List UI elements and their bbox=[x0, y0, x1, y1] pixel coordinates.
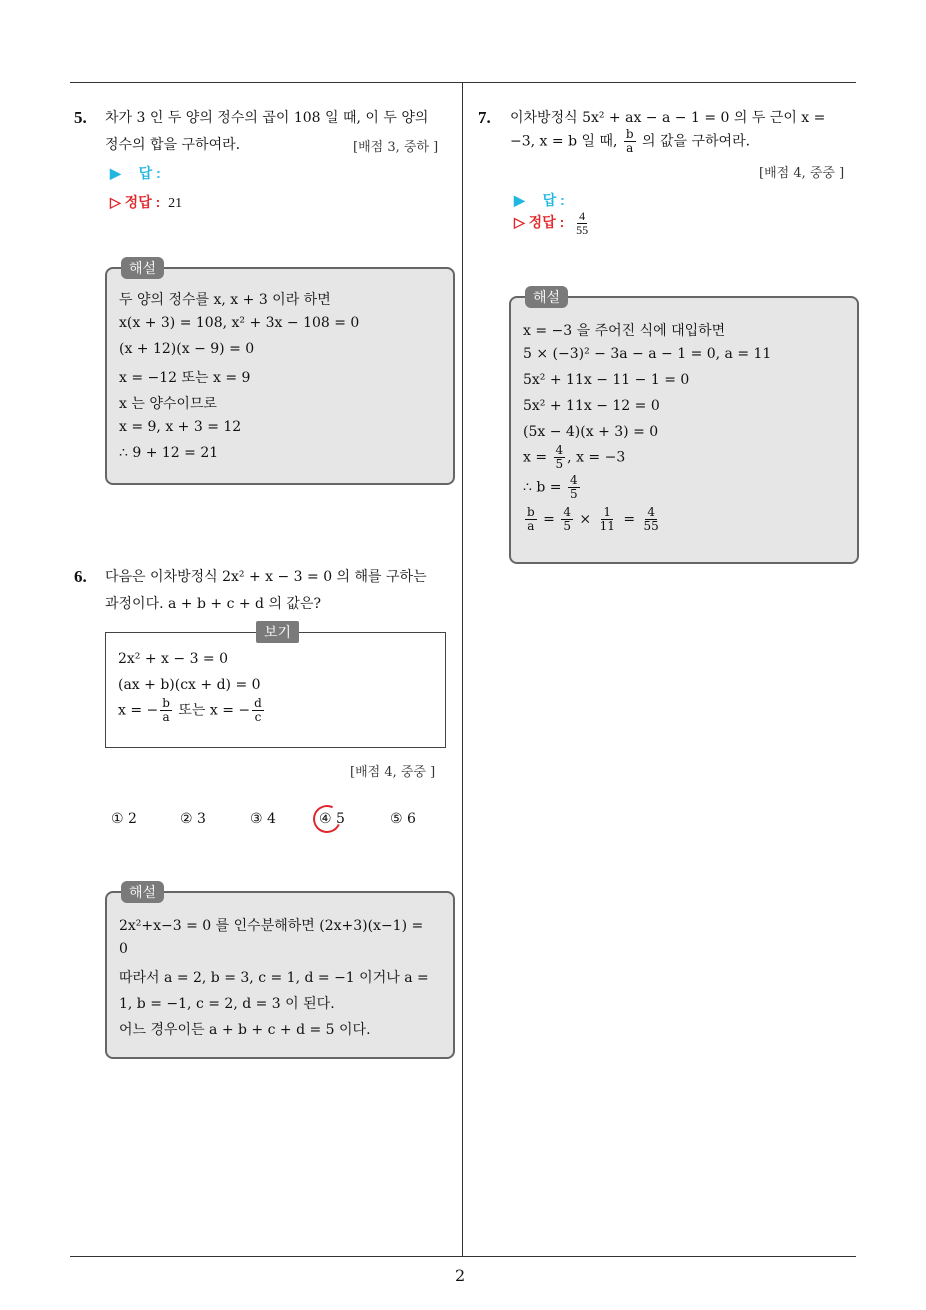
q5-correct-label: 정답 : bbox=[124, 194, 161, 210]
q7-explain-line: x = −3 을 주어진 식에 대입하면 bbox=[523, 323, 726, 339]
top-rule bbox=[70, 82, 856, 83]
q5-explain-line: x = 9, x + 3 = 12 bbox=[119, 419, 242, 435]
q5-explain-line: 두 양의 정수를 x, x + 3 이라 하면 bbox=[119, 292, 331, 308]
q6-frac-num: d bbox=[254, 696, 262, 710]
q7-frac-num: 4 bbox=[563, 505, 571, 519]
q7-correct-den: 55 bbox=[576, 223, 589, 237]
q7-explain-line: 5x² + 11x − 12 = 0 bbox=[523, 398, 660, 414]
q7-sol-x2: , x = −3 bbox=[567, 449, 626, 466]
column-divider bbox=[462, 82, 463, 1257]
q7-explain-line: 5x² + 11x − 11 − 1 = 0 bbox=[523, 372, 690, 388]
q7-explanation-box bbox=[509, 290, 859, 564]
q7-therefore-label: ∴ b = bbox=[523, 479, 562, 496]
q6-frac-den: a bbox=[162, 710, 170, 724]
q6-bogi-or: 또는 x = − bbox=[173, 702, 251, 719]
q7-final-times: × bbox=[579, 511, 592, 528]
q7-answer-label: 답 : bbox=[542, 192, 565, 208]
q7-line2-end: 의 값을 구하여라. bbox=[642, 133, 751, 150]
q5-explain-line: x 는 양수이므로 bbox=[119, 396, 217, 412]
q6-explanation-box bbox=[105, 885, 455, 1059]
q7-frac-den: 5 bbox=[563, 519, 571, 533]
q5-correct-value: 21 bbox=[168, 196, 183, 211]
q6-bogi-tag: 보기 bbox=[256, 621, 299, 643]
q5-explain-line: (x + 12)(x − 9) = 0 bbox=[119, 341, 255, 357]
selected-answer-circle-icon bbox=[309, 801, 345, 837]
q5-correct-row bbox=[110, 192, 182, 212]
q6-explain-line: 어느 경우이든 a + b + c + d = 5 이다. bbox=[119, 1022, 371, 1038]
q7-final-frac-1 bbox=[561, 506, 573, 533]
q6-explain-line: 2x²+x−3 = 0 를 인수분해하면 (2x+3)(x−1) = bbox=[119, 918, 424, 934]
q7-sol-frac bbox=[554, 444, 566, 471]
q6-bogi-box bbox=[105, 625, 446, 748]
q6-explain-line: 따라서 a = 2, b = 3, c = 1, d = −1 이거나 a = bbox=[119, 970, 429, 986]
q7-correct-num: 4 bbox=[579, 209, 586, 223]
q7-final-frac-2 bbox=[598, 506, 617, 533]
page-number: 2 bbox=[455, 1266, 466, 1285]
q7-explain-solution bbox=[523, 444, 625, 471]
q5-answer-label: 답 : bbox=[138, 165, 161, 181]
q6-text-line1: 다음은 이차방정식 2x² + x − 3 = 0 의 해를 구하는 bbox=[105, 569, 427, 585]
q7-explain-therefore bbox=[523, 474, 582, 501]
play-outline-icon: ▷ bbox=[110, 194, 121, 210]
q5-explanation-tag: 해설 bbox=[121, 257, 164, 279]
q7-answer-row[interactable] bbox=[514, 190, 565, 210]
q6-frac-den: c bbox=[254, 710, 262, 724]
play-icon: ▶ bbox=[110, 165, 121, 181]
q7-final-eq2: = bbox=[623, 511, 636, 528]
q7-frac-num: 1 bbox=[603, 505, 612, 519]
q7-final-frac-ba bbox=[525, 506, 537, 533]
q7-correct-row bbox=[514, 210, 592, 237]
q7-frac-num: b bbox=[527, 505, 535, 519]
play-outline-icon: ▷ bbox=[514, 214, 525, 231]
q7-frac-den: 11 bbox=[599, 519, 615, 533]
q6-choice-5[interactable]: ⑤ 6 bbox=[390, 811, 416, 827]
q5-text-line2: 정수의 합을 구하여라. bbox=[105, 137, 241, 153]
q5-score: [배점 3, 중하 ] bbox=[353, 140, 439, 155]
q6-choice-3[interactable]: ③ 4 bbox=[250, 811, 276, 827]
q7-explain-final bbox=[523, 506, 663, 533]
q5-explain-line: ∴ 9 + 12 = 21 bbox=[119, 445, 219, 461]
q6-bogi-frac-ba bbox=[160, 697, 172, 724]
q7-therefore-frac bbox=[568, 474, 580, 501]
q5-text-line1: 차가 3 인 두 양의 정수의 곱이 108 일 때, 이 두 양의 bbox=[105, 110, 429, 126]
q6-bogi-frac-dc bbox=[252, 697, 264, 724]
q6-explain-line: 1, b = −1, c = 2, d = 3 이 된다. bbox=[119, 996, 335, 1012]
q6-choice-2[interactable]: ② 3 bbox=[180, 811, 206, 827]
q7-explain-line: (5x − 4)(x + 3) = 0 bbox=[523, 424, 659, 440]
q7-frac-num: 4 bbox=[569, 473, 578, 487]
play-icon: ▶ bbox=[514, 192, 525, 208]
q6-bogi-line1: 2x² + x − 3 = 0 bbox=[118, 651, 229, 667]
q7-sol-x1: x = bbox=[523, 449, 548, 466]
q5-explain-line: x = −12 또는 x = 9 bbox=[119, 370, 251, 386]
q6-frac-num: b bbox=[162, 696, 170, 710]
q7-frac-num: 4 bbox=[647, 505, 655, 519]
q6-explain-line: 0 bbox=[119, 941, 128, 957]
q7-frac-num: b bbox=[625, 127, 634, 141]
q5-number: 5. bbox=[74, 108, 87, 127]
q7-explain-line: 5 × (−3)² − 3a − a − 1 = 0, a = 11 bbox=[523, 346, 772, 362]
q7-frac-den: 55 bbox=[643, 519, 659, 533]
q7-frac-den: 5 bbox=[569, 487, 578, 501]
q6-choice-4[interactable]: ④ 5 bbox=[319, 811, 345, 827]
q7-explanation-tag: 해설 bbox=[525, 286, 568, 308]
q5-explain-line: x(x + 3) = 108, x² + 3x − 108 = 0 bbox=[119, 315, 360, 331]
q6-bogi-x-eq: x = − bbox=[118, 702, 159, 719]
q6-text-line2: 과정이다. a + b + c + d 의 값은? bbox=[105, 596, 321, 612]
bottom-rule bbox=[70, 1256, 856, 1257]
q6-number: 6. bbox=[74, 567, 87, 586]
q7-text-line2 bbox=[510, 128, 750, 155]
q7-line2-start: −3, x = b 일 때, bbox=[510, 133, 618, 150]
q5-explanation-box bbox=[105, 261, 455, 485]
q7-frac-den: a bbox=[527, 519, 535, 533]
q6-bogi-line3 bbox=[118, 697, 266, 724]
q7-final-eq: = bbox=[543, 511, 555, 528]
q5-answer-row[interactable] bbox=[110, 163, 161, 183]
q7-correct-frac bbox=[574, 210, 590, 237]
q6-score: [배점 4, 중중 ] bbox=[350, 765, 436, 780]
q7-correct-label: 정답 : bbox=[528, 214, 565, 231]
q7-frac-den: a bbox=[626, 141, 634, 155]
q7-frac-num: 4 bbox=[555, 443, 564, 457]
q7-frac-den: 5 bbox=[555, 457, 564, 471]
q6-bogi-line2: (ax + b)(cx + d) = 0 bbox=[118, 677, 261, 693]
q6-explanation-tag: 해설 bbox=[121, 881, 164, 903]
q7-number: 7. bbox=[478, 108, 491, 127]
q7-frac-ba bbox=[624, 128, 636, 155]
q7-score: [배점 4, 중중 ] bbox=[759, 166, 845, 181]
q6-choice-1[interactable]: ① 2 bbox=[111, 811, 137, 827]
q7-final-frac-3 bbox=[642, 506, 661, 533]
q7-text-line1: 이차방정식 5x² + ax − a − 1 = 0 의 두 근이 x = bbox=[510, 110, 826, 126]
